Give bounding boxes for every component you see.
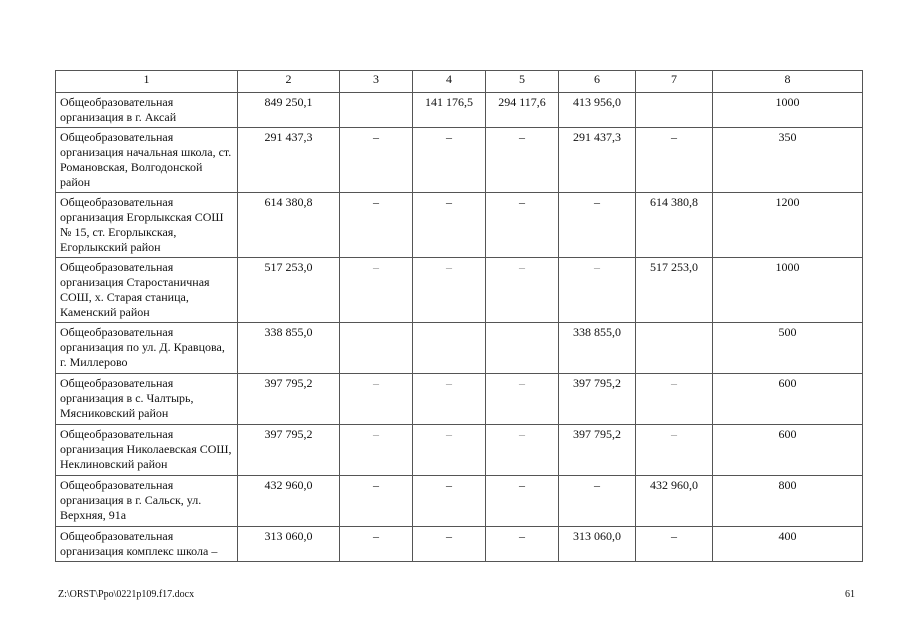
cell-col5 (486, 323, 559, 374)
cell-col6: 313 060,0 (559, 527, 636, 562)
organization-name: Общеобразовательная организация начальная школа, ст. Романовская, Волгодонской район (56, 128, 238, 193)
cell-col8: 400 (713, 527, 863, 562)
table-row (56, 128, 863, 193)
cell-col2: 397 795,2 (238, 425, 340, 476)
cell-col7 (636, 323, 713, 374)
cell-col3 (340, 323, 413, 374)
cell-col7 (636, 93, 713, 128)
cell-col2: 517 253,0 (238, 258, 340, 323)
table-row (56, 258, 863, 323)
organization-name: Общеобразовательная организация Старостаничная СОШ, х. Старая станица, Каменский район (56, 258, 238, 323)
cell-col5: – (486, 476, 559, 527)
cell-col3 (340, 93, 413, 128)
organization-name: Общеобразовательная организация Егорлыкская СОШ № 15, ст. Егорлыкская, Егорлыкский район (56, 193, 238, 258)
cell-col2: 432 960,0 (238, 476, 340, 527)
cell-col3: – (340, 258, 413, 323)
cell-col4: 141 176,5 (413, 93, 486, 128)
column-header: 2 (238, 71, 340, 93)
cell-col8: 600 (713, 374, 863, 425)
cell-col4 (413, 323, 486, 374)
cell-col8: 1200 (713, 193, 863, 258)
cell-col7: 517 253,0 (636, 258, 713, 323)
cell-col3: – (340, 193, 413, 258)
cell-col5: – (486, 425, 559, 476)
cell-col4: – (413, 476, 486, 527)
table-row (56, 93, 863, 128)
cell-col2: 291 437,3 (238, 128, 340, 193)
cell-col5: – (486, 527, 559, 562)
cell-col2: 338 855,0 (238, 323, 340, 374)
cell-col7: – (636, 527, 713, 562)
organization-name: Общеобразовательная организация Николаевская СОШ, Неклиновский район (56, 425, 238, 476)
organization-name: Общеобразовательная организация по ул. Д. Кравцова, г. Миллерово (56, 323, 238, 374)
column-header: 7 (636, 71, 713, 93)
cell-col2: 849 250,1 (238, 93, 340, 128)
table-header-row (56, 71, 863, 93)
table-row (56, 323, 863, 374)
cell-col6: – (559, 476, 636, 527)
cell-col5: 294 117,6 (486, 93, 559, 128)
cell-col8: 1000 (713, 258, 863, 323)
organization-name: Общеобразовательная организация в с. Чалтырь, Мясниковский район (56, 374, 238, 425)
cell-col4: – (413, 374, 486, 425)
cell-col5: – (486, 258, 559, 323)
file-path-footer: Z:\ORST\Ppo\0221p109.f17.docx (58, 589, 195, 600)
cell-col4: – (413, 258, 486, 323)
cell-col3: – (340, 527, 413, 562)
cell-col4: – (413, 425, 486, 476)
cell-col5: – (486, 128, 559, 193)
cell-col7: – (636, 374, 713, 425)
column-header: 8 (713, 71, 863, 93)
cell-col3: – (340, 476, 413, 527)
table-row (56, 476, 863, 527)
cell-col8: 1000 (713, 93, 863, 128)
cell-col5: – (486, 374, 559, 425)
column-header: 1 (56, 71, 238, 93)
column-header: 4 (413, 71, 486, 93)
organization-name: Общеобразовательная организация в г. Сальск, ул. Верхняя, 91а (56, 476, 238, 527)
cell-col4: – (413, 193, 486, 258)
cell-col7: 432 960,0 (636, 476, 713, 527)
table-row (56, 193, 863, 258)
cell-col3: – (340, 128, 413, 193)
cell-col6: 397 795,2 (559, 425, 636, 476)
cell-col4: – (413, 527, 486, 562)
column-header: 6 (559, 71, 636, 93)
cell-col4: – (413, 128, 486, 193)
organization-name: Общеобразовательная организация в г. Аксай (56, 93, 238, 128)
cell-col5: – (486, 193, 559, 258)
cell-col3: – (340, 374, 413, 425)
page-number: 61 (845, 589, 855, 600)
table-row (56, 527, 863, 562)
cell-col6: 338 855,0 (559, 323, 636, 374)
cell-col6: 291 437,3 (559, 128, 636, 193)
cell-col6: – (559, 258, 636, 323)
cell-col7: – (636, 128, 713, 193)
cell-col8: 500 (713, 323, 863, 374)
cell-col7: 614 380,8 (636, 193, 713, 258)
cell-col7: – (636, 425, 713, 476)
cell-col8: 600 (713, 425, 863, 476)
column-header: 3 (340, 71, 413, 93)
cell-col2: 397 795,2 (238, 374, 340, 425)
cell-col8: 800 (713, 476, 863, 527)
table-row (56, 425, 863, 476)
cell-col2: 614 380,8 (238, 193, 340, 258)
data-table (55, 70, 863, 562)
cell-col6: 413 956,0 (559, 93, 636, 128)
cell-col3: – (340, 425, 413, 476)
column-header: 5 (486, 71, 559, 93)
table-row (56, 374, 863, 425)
cell-col6: – (559, 193, 636, 258)
cell-col2: 313 060,0 (238, 527, 340, 562)
cell-col6: 397 795,2 (559, 374, 636, 425)
organization-name: Общеобразовательная организация комплекс школа – (56, 527, 238, 562)
cell-col8: 350 (713, 128, 863, 193)
